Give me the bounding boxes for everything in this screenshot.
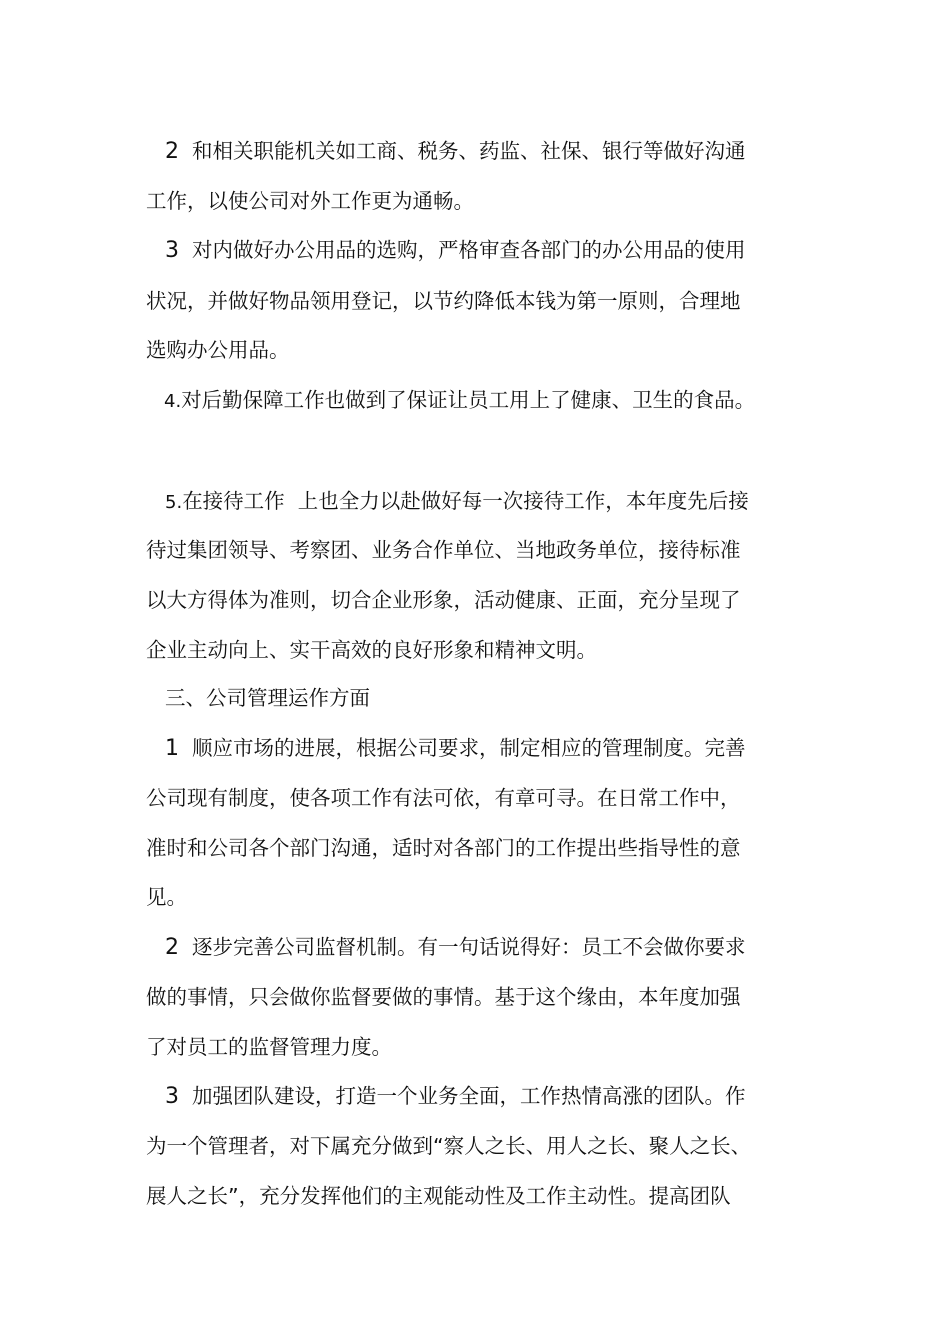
item-text: 工作，以使公司对外工作更为通畅。 (146, 189, 474, 213)
item-text: 加强团队建设，打造一个业务全面，工作热情高涨的团队。作 (192, 1084, 746, 1108)
paragraph-line (146, 580, 836, 620)
item-text: 对内做好办公用品的选购，严格审查各部门的办公用品的使用 (192, 238, 746, 262)
item-text: 选购办公用品。 (146, 338, 290, 362)
item-text: 做的事情，只会做你监督要做的事情。基于这个缘由，本年度加强 (146, 985, 741, 1009)
paragraph-line (146, 877, 836, 917)
item-number: 1 (165, 736, 179, 761)
paragraph-line (165, 1076, 855, 1116)
paragraph-line (165, 927, 855, 967)
paragraph-line (146, 828, 836, 868)
item-text: 展人之长”，充分发挥他们的主观能动性及工作主动性。提高团队 (146, 1184, 731, 1208)
paragraph-line (165, 230, 855, 270)
paragraph-line (146, 1126, 836, 1166)
item-text: 准时和公司各个部门沟通，适时对各部门的工作提出些指导性的意 (146, 836, 741, 860)
item-text: 和相关职能机关如工商、税务、药监、社保、银行等做好沟通 (192, 139, 746, 163)
paragraph-line (165, 131, 855, 171)
item-text: 逐步完善公司监督机制。有一句话说得好：员工不会做你要求 (192, 935, 746, 959)
paragraph-line (146, 1176, 836, 1216)
paragraph-line (146, 1027, 836, 1067)
item-text: 状况，并做好物品领用登记，以节约降低本钱为第一原则，合理地 (146, 289, 741, 313)
paragraph-line (146, 181, 836, 221)
paragraph-line (165, 728, 855, 768)
item-text: 企业主动向上、实干高效的良好形象和精神文明。 (146, 638, 597, 662)
item-text: 顺应市场的进展，根据公司要求，制定相应的管理制度。完善 (192, 736, 746, 760)
item-text: 为一个管理者，对下属充分做到“察人之长、用人之长、聚人之长、 (146, 1134, 752, 1158)
paragraph-line (146, 530, 836, 570)
item-text: 待过集团领导、考察团、业务合作单位、当地政务单位，接待标准 (146, 538, 741, 562)
item-text: 见。 (146, 885, 187, 909)
paragraph-line (146, 281, 836, 321)
item-text: 公司现有制度，使各项工作有法可依，有章可寻。在日常工作中， (146, 786, 741, 810)
paragraph-line (146, 778, 836, 818)
paragraph-line (146, 977, 836, 1017)
item-number: 2 (165, 935, 179, 960)
paragraph-line (146, 630, 836, 670)
item-number: 2 (165, 139, 179, 164)
item-text: 对后勤保障工作也做到了保证让员工用上了健康、卫生的食品。 (181, 388, 756, 412)
paragraph-line (164, 380, 854, 420)
section-heading: 三、公司管理运作方面 (165, 686, 370, 710)
item-text: 以大方得体为准则，切合企业形象，活动健康、正面，充分呈现了 (146, 588, 741, 612)
item-text: 了对员工的监督管理力度。 (146, 1035, 392, 1059)
item-number: 3 (165, 238, 179, 263)
item-number: 5. (165, 492, 183, 513)
paragraph-line (165, 481, 855, 521)
item-number: 4. (164, 391, 182, 412)
paragraph-line (146, 330, 836, 370)
item-number: 3 (165, 1084, 179, 1109)
item-text: 在接待工作 上也全力以赴做好每一次接待工作，本年度先后接 (182, 489, 749, 513)
